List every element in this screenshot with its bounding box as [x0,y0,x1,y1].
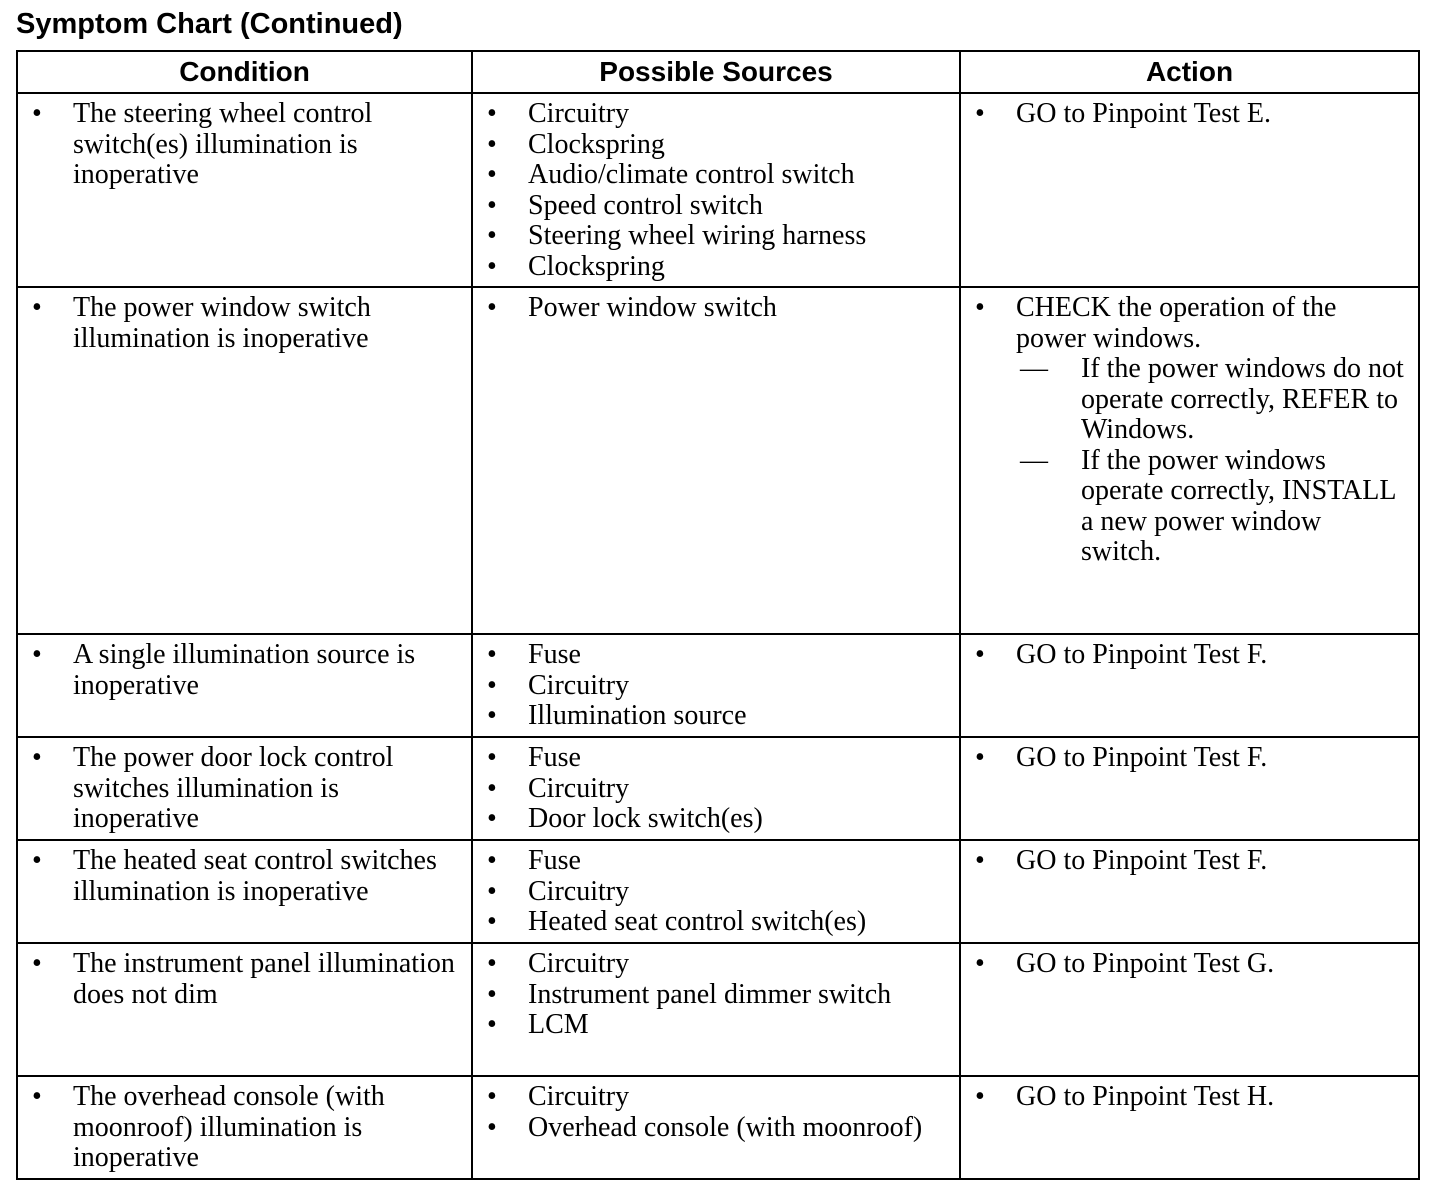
source-item [473,99,949,130]
condition-item [18,743,461,835]
condition-item [18,949,461,1010]
source-text: Power window switch [528,292,777,323]
bullet-icon: • [487,220,497,251]
bullet-icon: • [487,803,497,834]
condition-item [18,640,461,701]
bullet-icon: • [32,1081,42,1112]
condition-text: The steering wheel control switch(es) illumination is inoperative [73,98,373,190]
action-item [961,99,1408,130]
bullet-icon: • [975,292,985,323]
source-item [473,221,949,252]
possible-sources-header: Possible Sources [472,51,960,93]
action-text: GO to Pinpoint Test F. [1016,742,1268,773]
source-text: Illumination source [528,700,747,731]
source-text: Circuitry [528,98,630,129]
bullet-icon: • [487,98,497,129]
sub-action-text: If the power windows do not operate correctly, REFER to Windows. [1081,353,1404,445]
source-item [473,1113,949,1144]
bullet-icon: • [975,845,985,876]
action-text: GO to Pinpoint Test H. [1016,1081,1275,1112]
bullet-icon: • [487,948,497,979]
bullet-icon: • [487,978,497,1010]
possible-sources-cell [472,737,960,840]
condition-cell [17,943,472,1076]
source-item [473,877,949,908]
bullet-icon: • [32,292,42,323]
action-text: GO to Pinpoint Test E. [1016,98,1271,129]
source-text: Circuitry [528,669,630,701]
condition-cell [17,737,472,840]
action-cell [960,93,1419,287]
source-text: Heated seat control switch(es) [528,906,867,937]
action-header: Action [960,51,1419,93]
action-text: GO to Pinpoint Test F. [1016,845,1268,876]
source-item [473,671,949,702]
table-row [17,943,1419,1076]
action-cell [960,1076,1419,1179]
action-item [961,640,1408,671]
source-item [473,160,949,191]
source-text: Clockspring [528,128,665,160]
bullet-icon: • [32,639,42,670]
source-item [473,191,949,222]
condition-item [18,293,461,354]
bullet-icon: • [487,639,497,670]
action-text: GO to Pinpoint Test G. [1016,948,1275,979]
sub-action-text: If the power windows operate correctly, INSTALL a new power window switch. [1081,444,1396,567]
source-item [473,701,949,732]
source-item [473,252,949,283]
table-row [17,840,1419,943]
condition-cell [17,287,472,634]
bullet-icon: • [975,1081,985,1112]
possible-sources-cell [472,634,960,737]
bullet-icon: • [487,700,497,731]
dash-icon: — [1020,353,1048,384]
bullet-icon: • [32,845,42,876]
source-text: LCM [528,1009,589,1040]
action-item [961,1082,1408,1113]
action-text: CHECK the operation of the power windows. [1016,292,1337,354]
condition-text: The power door lock control switches illumination is inoperative [73,742,394,834]
action-cell [960,634,1419,737]
bullet-icon: • [975,639,985,670]
condition-header: Condition [17,51,472,93]
sub-action-item [1016,354,1408,446]
symptom-chart-table [16,50,1420,1180]
bullet-icon: • [487,159,497,190]
source-text: Fuse [528,639,581,670]
bullet-icon: • [487,1111,497,1143]
action-cell [960,840,1419,943]
source-text: Circuitry [528,772,630,804]
bullet-icon: • [487,1081,497,1112]
bullet-icon: • [487,772,497,804]
condition-item [18,846,461,907]
source-item [473,1082,949,1113]
action-cell [960,287,1419,634]
source-item [473,130,949,161]
possible-sources-cell [472,840,960,943]
bullet-icon: • [975,742,985,773]
bullet-icon: • [487,845,497,876]
source-text: Overhead console (with moonroof) [528,1111,923,1143]
table-body [17,93,1419,1179]
action-item [961,846,1408,877]
bullet-icon: • [487,906,497,937]
bullet-icon: • [487,189,497,221]
bullet-icon: • [487,250,497,282]
bullet-icon: • [487,1009,497,1040]
condition-cell [17,840,472,943]
bullet-icon: • [487,292,497,323]
bullet-icon: • [487,875,497,907]
source-item [473,774,949,805]
source-item [473,980,949,1011]
action-item [961,949,1408,980]
condition-text: The heated seat control switches illumination is inoperative [73,845,437,907]
source-text: Circuitry [528,875,630,907]
action-cell [960,943,1419,1076]
bullet-icon: • [487,742,497,773]
source-text: Instrument panel dimmer switch [528,978,892,1010]
condition-text: A single illumination source is inoperative [73,639,416,701]
source-text: Clockspring [528,250,665,282]
source-text: Circuitry [528,948,630,979]
source-item [473,293,949,324]
source-item [473,743,949,774]
source-text: Door lock switch(es) [528,803,763,834]
possible-sources-cell [472,287,960,634]
action-item [961,743,1408,774]
source-item [473,640,949,671]
source-text: Steering wheel wiring harness [528,220,867,251]
condition-text: The overhead console (with moonroof) illumination is inoperative [73,1081,385,1173]
table-row [17,737,1419,840]
source-item [473,949,949,980]
condition-cell [17,93,472,287]
source-text: Speed control switch [528,189,763,221]
source-text: Audio/climate control switch [528,159,855,190]
condition-text: The power window switch illumination is inoperative [73,292,371,354]
source-text: Circuitry [528,1081,630,1112]
table-row [17,1076,1419,1179]
source-text: Fuse [528,742,581,773]
page-title: Symptom Chart (Continued) [16,8,403,40]
condition-cell [17,634,472,737]
bullet-icon: • [975,948,985,979]
source-text: Fuse [528,845,581,876]
dash-icon: — [1020,444,1048,476]
bullet-icon: • [487,128,497,160]
source-item [473,907,949,938]
sub-action-item [1016,446,1408,568]
table-row [17,634,1419,737]
action-item [961,293,1408,568]
bullet-icon: • [32,948,42,979]
source-item [473,804,949,835]
possible-sources-cell [472,1076,960,1179]
table-row [17,93,1419,287]
source-item [473,846,949,877]
possible-sources-cell [472,93,960,287]
action-cell [960,737,1419,840]
condition-cell [17,1076,472,1179]
condition-item [18,99,461,191]
table-header-row [17,51,1419,93]
action-text: GO to Pinpoint Test F. [1016,639,1268,670]
condition-item [18,1082,461,1174]
bullet-icon: • [32,742,42,773]
bullet-icon: • [975,98,985,129]
bullet-icon: • [32,98,42,129]
possible-sources-cell [472,943,960,1076]
source-item [473,1010,949,1041]
condition-text: The instrument panel illumination does not dim [73,948,455,1010]
bullet-icon: • [487,669,497,701]
table-row [17,287,1419,634]
